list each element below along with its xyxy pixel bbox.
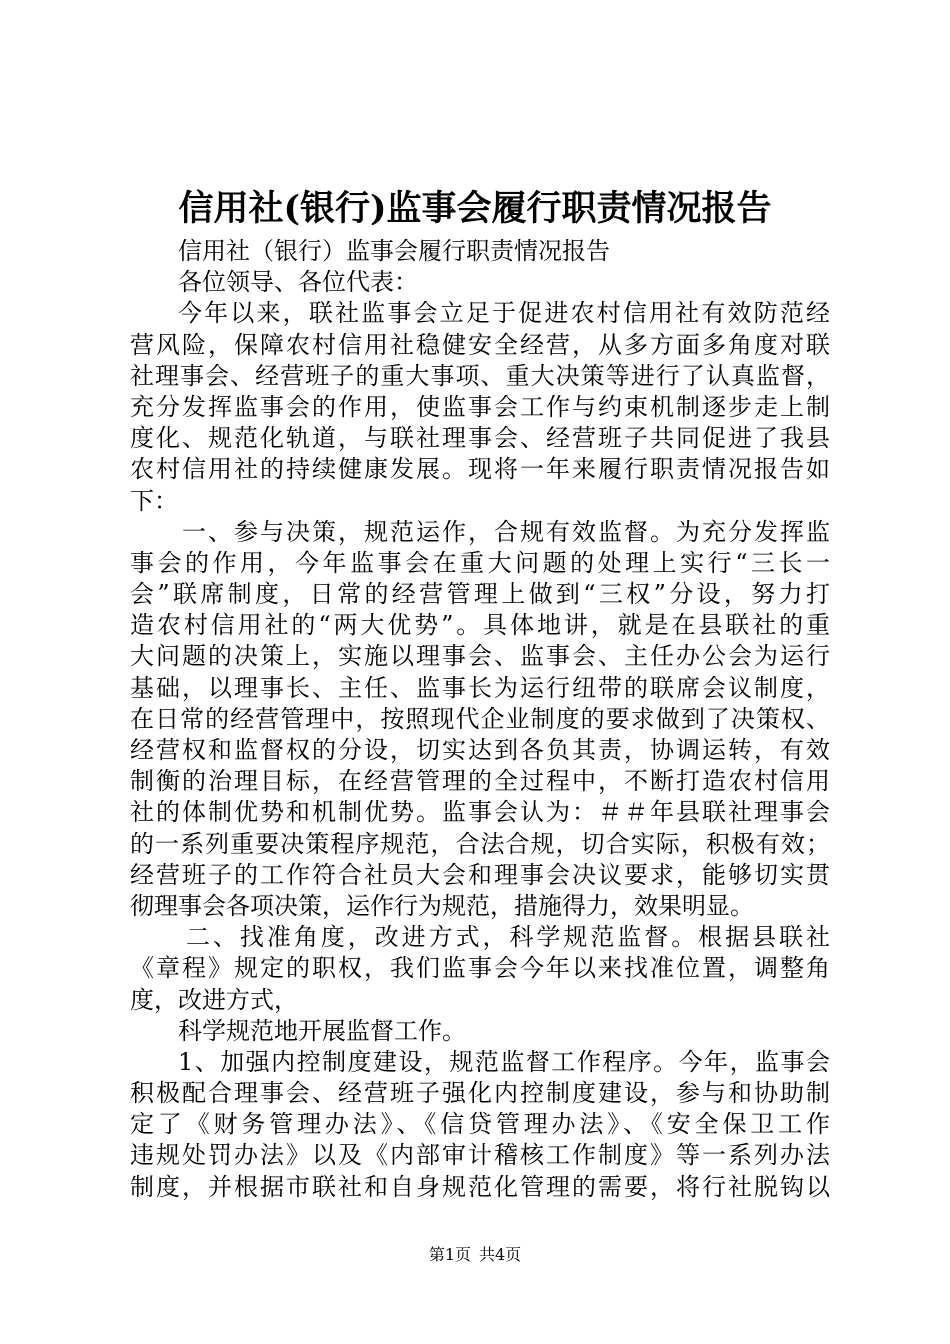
document-body — [130, 236, 830, 1203]
paragraph-line: 制衡的治理目标，在经营管理的全过程中，不断打造农村信用 — [130, 767, 830, 796]
salutation-line: 各位领导、各位代表： — [178, 268, 418, 297]
paragraph-line: 制度，并根据市联社和自身规范化管理的需要，将行社脱钩以 — [130, 1172, 830, 1201]
paragraph-line: 事会的作用，今年监事会在重大问题的处理上实行“三长一 — [130, 548, 830, 577]
paragraph-line: 违规处罚办法》以及《内部审计稽核工作制度》等一系列办法 — [130, 1141, 830, 1170]
paragraph-line: 度，改进方式， — [130, 985, 298, 1014]
paragraph-line: 充分发挥监事会的作用，使监事会工作与约束机制逐步走上制 — [130, 392, 830, 421]
paragraph-line: 彻理事会各项决策，运作行为规范，措施得力，效果明显。 — [130, 891, 754, 920]
paragraph-line: 会”联席制度，日常的经营管理上做到“三权”分设，努力打 — [130, 580, 830, 609]
paragraph-line: 大问题的决策上，实施以理事会、监事会、主任办公会为运行 — [130, 642, 830, 671]
paragraph-line: 度化、规范化轨道，与联社理事会、经营班子共同促进了我县 — [130, 424, 830, 453]
paragraph-line: 造农村信用社的“两大优势”。具体地讲，就是在县联社的重 — [130, 611, 830, 640]
document-title: 信用社(银行)监事会履行职责情况报告 — [178, 188, 772, 229]
paragraph-line: 定了《财务管理办法》、《信贷管理办法》、《安全保卫工作 — [130, 1110, 830, 1139]
subtitle-line: 信用社（银行）监事会履行职责情况报告 — [178, 237, 610, 265]
paragraph-line: 经营班子的工作符合社员大会和理事会决议要求，能够切实贯 — [130, 860, 830, 889]
paragraph-line: 下： — [130, 486, 178, 515]
paragraph-line: 的一系列重要决策程序规范，合法合规，切合实际，积极有效； — [130, 829, 830, 858]
page-number: 第1页 — [428, 1245, 471, 1264]
paragraph-line: 农村信用社的持续健康发展。现将一年来履行职责情况报告如 — [130, 455, 830, 484]
subsection-heading-line: 1、加强内控制度建设，规范监督工作程序。今年，监事会 — [178, 1047, 830, 1076]
paragraph-line: 今年以来，联社监事会立足于促进农村信用社有效防范经 — [178, 299, 830, 328]
paragraph-line: 《章程》规定的职权，我们监事会今年以来找准位置，调整角 — [130, 954, 830, 983]
paragraph-line: 社的体制优势和机制优势。监事会认为：＃＃年县联社理事会 — [130, 798, 830, 827]
paragraph-line: 基础，以理事长、主任、监事长为运行纽带的联席会议制度， — [130, 673, 830, 702]
paragraph-line: 经营权和监督权的分设，切实达到各负其责，协调运转，有效 — [130, 736, 830, 764]
section-heading-line: 二、找准角度，改进方式，科学规范监督。根据县联社 — [186, 923, 830, 952]
page-footer — [0, 1244, 950, 1266]
paragraph-line: 在日常的经营管理中，按照现代企业制度的要求做到了决策权、 — [130, 704, 830, 733]
paragraph-line: 社理事会、经营班子的重大事项、重大决策等进行了认真监督， — [130, 361, 830, 390]
section-heading-line: 一、参与决策，规范运作，合规有效监督。为充分发挥监 — [182, 517, 830, 546]
paragraph-line: 积极配合理事会、经营班子强化内控制度建设，参与和协助制 — [130, 1079, 830, 1108]
paragraph-line: 营风险，保障农村信用社稳健安全经营，从多方面多角度对联 — [130, 330, 830, 359]
paragraph-line: 科学规范地开展监督工作。 — [178, 1016, 466, 1045]
page-total: 共4页 — [479, 1245, 522, 1264]
